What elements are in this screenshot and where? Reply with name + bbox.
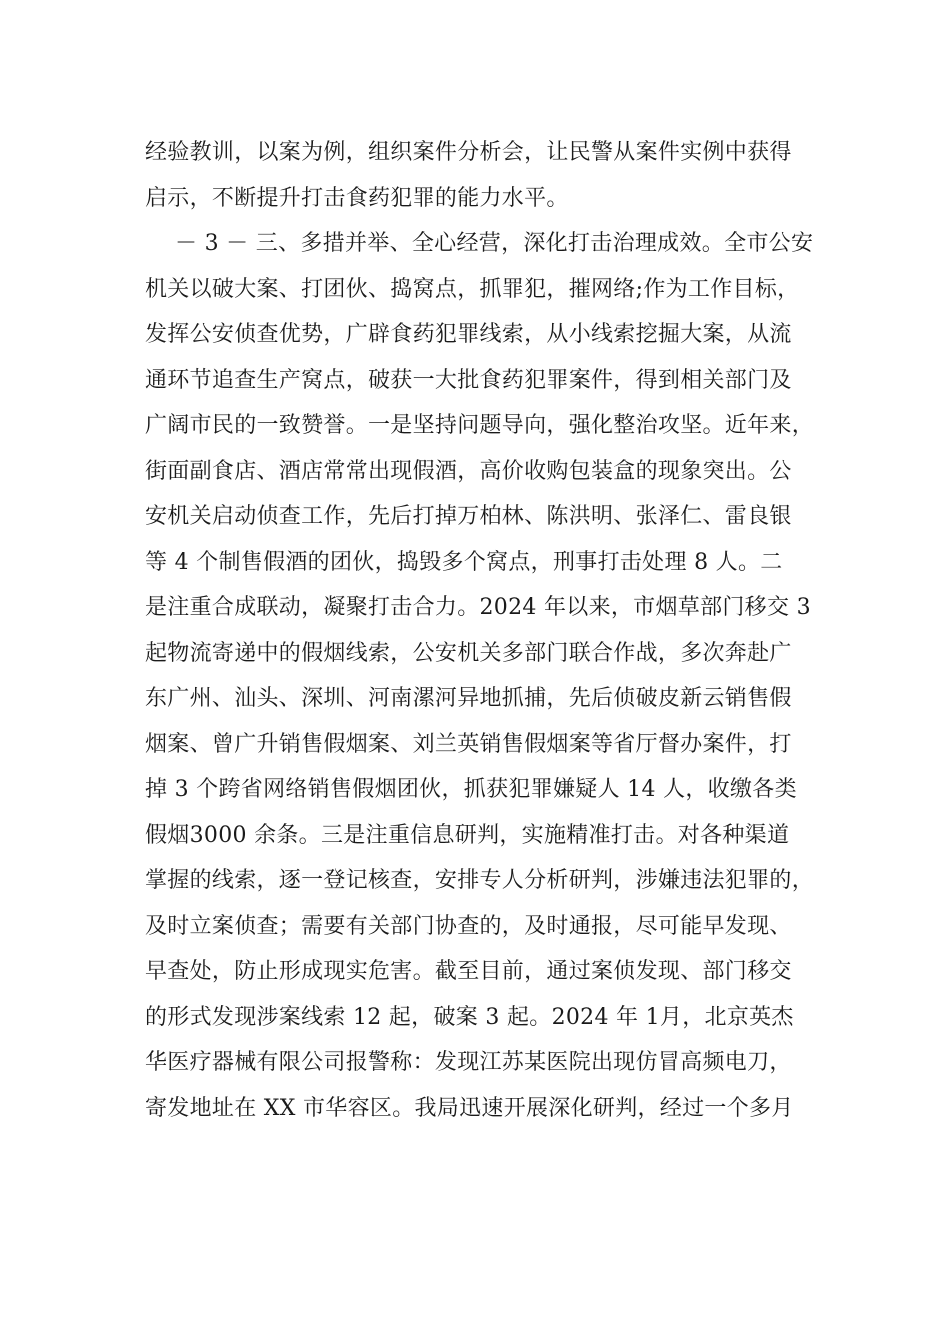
body-text <box>145 130 835 1131</box>
text-line: 的形式发现涉案线索 12 起，破案 3 起。2024 年 1月，北京英杰 <box>145 1004 794 1030</box>
text-line: 东广州、汕头、深圳、河南漯河异地抓捕，先后侦破皮新云销售假 <box>145 686 792 711</box>
text-line: 是注重合成联动，凝聚打击合力。2024 年以来，市烟草部门移交 3 <box>145 595 811 620</box>
text-line: 掌握的线索，逐一登记核查，安排专人分析研判，涉嫌违法犯罪的， <box>145 868 815 893</box>
text-line: 掉 3 个跨省网络销售假烟团伙，抓获犯罪嫌疑人 14 人，收缴各类 <box>145 777 797 802</box>
text-line: 烟案、曾广升销售假烟案、刘兰英销售假烟案等省厅督办案件，打 <box>145 731 792 757</box>
text-line: 街面副食店、酒店常常出现假酒，高价收购包装盒的现象突出。公 <box>145 458 792 484</box>
text-line: 寄发地址在 XX 市华容区。我局迅速开展深化研判，经过一个多月 <box>145 1095 794 1121</box>
text-line: 华医疗器械有限公司报警称：发现江苏某医院出现仿冒高频电刀， <box>145 1050 792 1075</box>
text-line: 安机关启动侦查工作，先后打掉万柏林、陈洪明、张泽仁、雷良银 <box>145 504 792 529</box>
text-line: 启示，不断提升打击食药犯罪的能力水平。 <box>145 185 569 211</box>
text-line: 起物流寄递中的假烟线索，公安机关多部门联合作战，多次奔赴广 <box>145 640 792 666</box>
text-line: 发挥公安侦查优势，广辟食药犯罪线索，从小线索挖掘大案，从流 <box>145 322 792 347</box>
section-heading-line: － 3 － 三、多措并举、全心经营，深化打击治理成效。全市公安 <box>175 231 814 256</box>
text-line: 等 4 个制售假酒的团伙，捣毁多个窝点，刑事打击处理 8 人。二 <box>145 549 783 575</box>
text-line: 经验教训，以案为例，组织案件分析会，让民警从案件实例中获得 <box>145 140 792 165</box>
text-line: 通环节追查生产窝点，破获一大批食药犯罪案件，得到相关部门及 <box>145 367 792 393</box>
text-line: 假烟3000 余条。三是注重信息研判，实施精准打击。对各种渠道 <box>145 822 790 848</box>
text-line: 及时立案侦查；需要有关部门协查的，及时通报，尽可能早发现、 <box>145 913 792 939</box>
text-line: 早查处，防止形成现实危害。截至目前，通过案侦发现、部门移交 <box>145 959 792 984</box>
text-line: 机关以破大案、打团伙、捣窝点，抓罪犯，摧网络;作为工作目标， <box>145 276 800 302</box>
text-line: 广阔市民的一致赞誉。一是坚持问题导向，强化整治攻坚。近年来， <box>145 413 815 438</box>
